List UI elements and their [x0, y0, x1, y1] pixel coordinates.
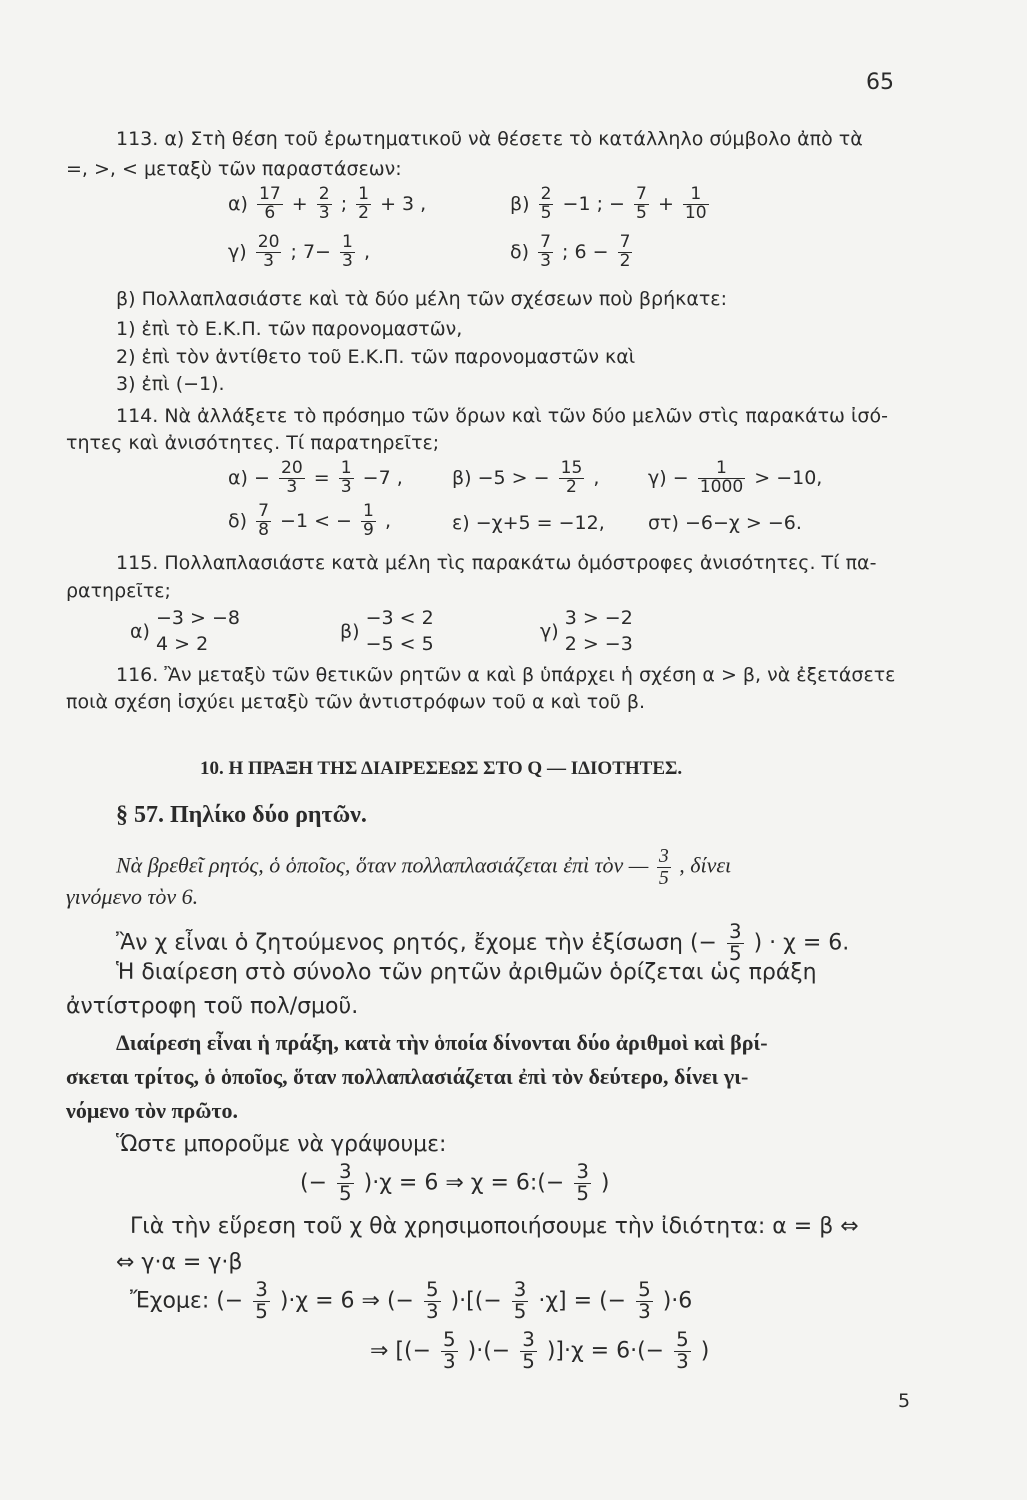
- ex114-a: α) − $\frac{20}{3}$ = $\frac{1}{3}$ −7 ,: [228, 458, 403, 497]
- fraction: $\frac{7}{3}$: [540, 232, 551, 271]
- formula-1: (− $\frac{3}{5}$ )·χ = 6 ⇒ χ = 6:(− $\frac{3}{5}$ ): [300, 1160, 610, 1205]
- fraction: $\frac{1}{3}$: [342, 232, 353, 271]
- fraction: $\frac{3}{5}$: [728, 920, 742, 965]
- fraction: $\frac{3}{5}$: [339, 1160, 352, 1205]
- fraction: $\frac{3}{5}$: [513, 1278, 527, 1323]
- ex116-line1: 116. Ἂν μεταξὺ τῶν θετικῶν ρητῶν α καὶ β ὑπάρχει ἡ σχέση α > β, νὰ ἐξετάσετε: [116, 664, 896, 686]
- division-line2: ἀντίστροφη τοῦ πολ/σμοῦ.: [66, 994, 359, 1019]
- fraction: $\frac{2}{5}$: [540, 184, 552, 223]
- fraction: $\frac{7}{8}$: [258, 501, 269, 540]
- fraction: $\frac{20}{3}$: [257, 232, 280, 271]
- division-line1: Ἡ διαίρεση στὸ σύνολο τῶν ρητῶν ἀριθμῶν ὁρίζεται ὡς πράξη: [116, 960, 817, 985]
- ex115-g: γ) 3 > −2 2 > −3: [540, 607, 633, 655]
- ex113-item1: 1) ἐπὶ τὸ Ε.Κ.Π. τῶν παρονομαστῶν,: [116, 318, 463, 340]
- signature-mark: 5: [898, 1390, 911, 1412]
- fraction: $\frac{3}{5}$: [576, 1160, 589, 1205]
- ex115-b: β) −3 < 2 −5 < 5: [340, 607, 434, 655]
- fraction: $\frac{1}{9}$: [363, 501, 374, 540]
- ex113-symbols: =, >, < μεταξὺ τῶν παραστάσεων:: [66, 158, 402, 180]
- fraction: $\frac{1}{3}$: [340, 458, 352, 497]
- property-line2: ⇔ γ·α = γ·β: [116, 1250, 243, 1275]
- label-g: γ): [228, 240, 247, 263]
- problem-line1: Νὰ βρεθεῖ ρητός, ὁ ὁποῖος, ὅταν πολλαπλασιάζεται ἐπὶ τὸν — $\frac{3}{5}$ , δίνει: [116, 845, 732, 889]
- formula-3: ⇒ [(− $\frac{5}{3}$ )·(− $\frac{3}{5}$ )]·χ = 6·(− $\frac{5}{3}$ ): [370, 1328, 710, 1373]
- fraction: $\frac{5}{3}$: [425, 1278, 439, 1323]
- ex113-row1-b: β) $\frac{2}{5}$ −1 ; − $\frac{7}{5}$ + $\frac{1}{10}$: [510, 184, 707, 223]
- ex114-d: δ) $\frac{7}{8}$ −1 < − $\frac{1}{9}$ ,: [228, 501, 391, 540]
- ex113-part-b: β) Πολλαπλασιάστε καὶ τὰ δύο μέλη τῶν σχέσεων ποὺ βρήκατε:: [116, 288, 727, 310]
- fraction: $\frac{1}{1000}$: [699, 458, 744, 497]
- fraction: $\frac{7}{2}$: [619, 232, 631, 271]
- so-we-write: Ὥστε μποροῦμε νὰ γράψουμε:: [116, 1132, 447, 1157]
- ex114-line2: τητες καὶ ἀνισότητες. Τί παρατηρεῖτε;: [66, 432, 440, 454]
- ex116-line2: ποιὰ σχέση ἰσχύει μεταξὺ τῶν ἀντιστρόφων τοῦ α καὶ τοῦ β.: [66, 691, 645, 713]
- fraction: $\frac{7}{5}$: [636, 184, 647, 223]
- fraction: $\frac{1}{2}$: [358, 184, 370, 223]
- fraction: $\frac{5}{3}$: [443, 1328, 456, 1373]
- ex115-a: α) −3 > −8 4 > 2: [130, 607, 240, 655]
- section-title: 10. Η ΠΡΑΞΗ ΤΗΣ ΔΙΑΙΡΕΣΕΩΣ ΣΤΟ Q — ΙΔΙΟΤΗΤΕΣ.: [200, 758, 683, 779]
- problem-line2: γινόμενο τὸν 6.: [66, 884, 199, 909]
- fraction: $\frac{3}{5}$: [658, 845, 669, 889]
- fraction: $\frac{5}{3}$: [676, 1328, 689, 1373]
- definition-line1: Διαίρεση εἶναι ἡ πράξη, κατὰ τὴν ὁποία δίνονται δύο ἀριθμοὶ καὶ βρί-: [116, 1030, 768, 1055]
- ex114-g: γ) − $\frac{1}{1000}$ > −10,: [648, 458, 823, 497]
- ex114-b: β) −5 > − $\frac{15}{2}$ ,: [452, 458, 600, 497]
- definition-line2: σκεται τρίτος, ὁ ὁποῖος, ὅταν πολλαπλασιάζεται ἐπὶ τὸν δεύτερο, δίνει γι-: [66, 1064, 749, 1089]
- ex114-e: ε) −χ+5 = −12,: [452, 512, 605, 534]
- equation-line: Ἂν χ εἶναι ὁ ζητούμενος ρητός, ἔχομε τὴν ἐξίσωση (− $\frac{3}{5}$ ) · χ = 6.: [116, 920, 850, 965]
- definition-line3: νόμενο τὸν πρῶτο.: [66, 1098, 239, 1123]
- ex113-item3: 3) ἐπὶ (−1).: [116, 373, 225, 395]
- fraction: $\frac{5}{3}$: [638, 1278, 651, 1323]
- ex113-row1-a: α) $\frac{17}{6}$ + $\frac{2}{3}$ ; $\frac{1}{2}$ + 3 ,: [228, 184, 427, 223]
- fraction: $\frac{17}{6}$: [258, 184, 281, 223]
- ex113-row2-g: γ) $\frac{20}{3}$ ; 7− $\frac{1}{3}$ ,: [228, 232, 371, 271]
- property-line1: Γιὰ τὴν εὕρεση τοῦ χ θὰ χρησιμοποιήσουμε τὴν ἰδιότητα: α = β ⇔: [130, 1214, 859, 1239]
- fraction: $\frac{3}{5}$: [522, 1328, 535, 1373]
- ex115-line1: 115. Πολλαπλασιάστε κατὰ μέλη τὶς παρακάτω ὁμόστροφες ἀνισότητες. Τί πα-: [116, 552, 877, 574]
- fraction: $\frac{3}{5}$: [255, 1278, 268, 1323]
- fraction: $\frac{2}{3}$: [318, 184, 330, 223]
- fraction: $\frac{1}{10}$: [684, 184, 707, 223]
- ex114-st: στ) −6−χ > −6.: [648, 512, 802, 534]
- ex113-intro: 113. α) Στὴ θέση τοῦ ἐρωτηματικοῦ νὰ θέσετε τὸ κατάλληλο σύμβολο ἀπὸ τὰ: [116, 128, 863, 150]
- ex115-line2: ρατηρεῖτε;: [66, 580, 171, 602]
- ex113-row2-d: δ) $\frac{7}{3}$ ; 6 − $\frac{7}{2}$: [510, 232, 631, 271]
- label-a: α): [228, 192, 248, 215]
- ex114-line1: 114. Νὰ ἀλλάξετε τὸ πρόσημο τῶν ὅρων καὶ τῶν δύο μελῶν στὶς παρακάτω ἰσό-: [116, 405, 888, 427]
- page-number: 65: [866, 70, 894, 95]
- subsection-title: § 57. Πηλίκο δύο ρητῶν.: [116, 802, 367, 828]
- ex113-item2: 2) ἐπὶ τὸν ἀντίθετο τοῦ Ε.Κ.Π. τῶν παρονομαστῶν καὶ: [116, 346, 636, 368]
- fraction: $\frac{20}{3}$: [280, 458, 303, 497]
- label-d: δ): [510, 240, 530, 263]
- fraction: $\frac{15}{2}$: [560, 458, 583, 497]
- formula-2: Ἔχομε: (− $\frac{3}{5}$ )·χ = 6 ⇒ (− $\frac{5}{3}$ )·[(− $\frac{3}{5}$ ·χ] = (− $\frac{5}{3}$ )·6: [130, 1278, 693, 1323]
- label-b: β): [510, 192, 530, 215]
